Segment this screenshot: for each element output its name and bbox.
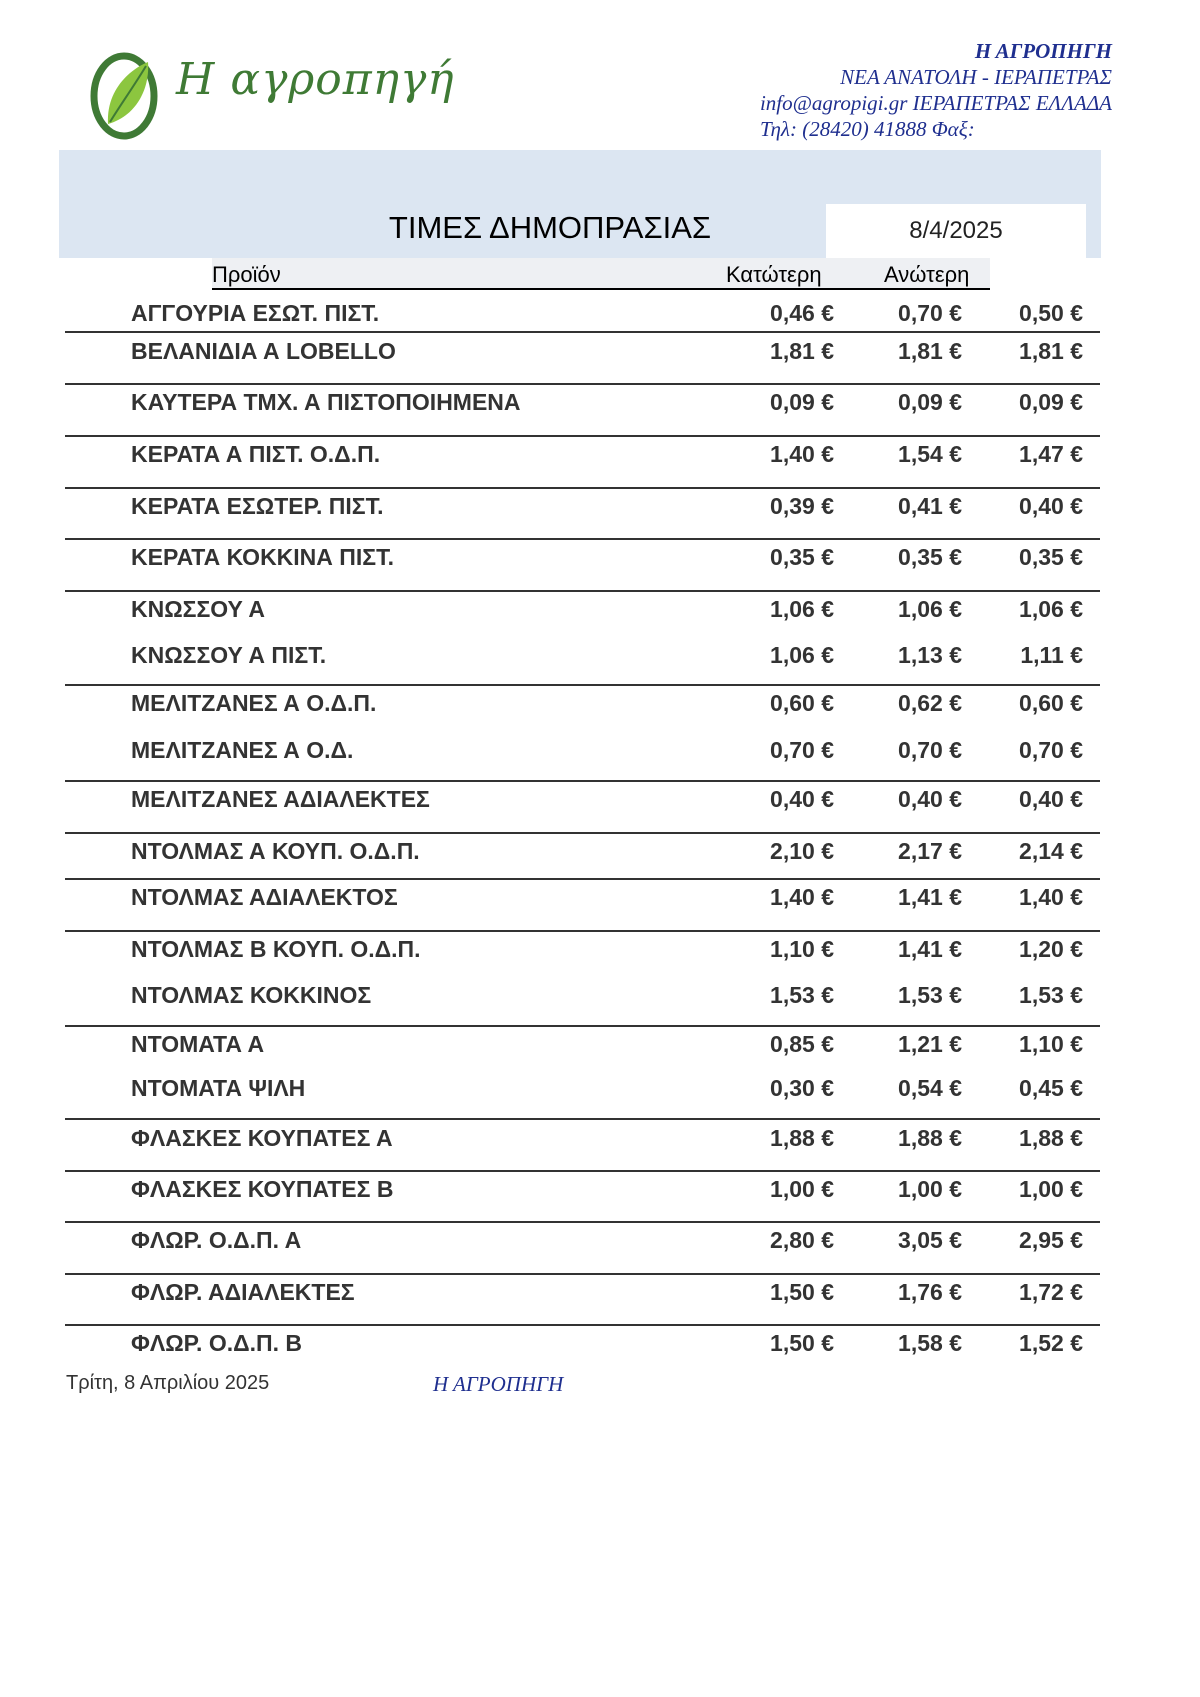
avg-price: 0,50 € xyxy=(1019,300,1083,326)
avg-price: 1,53 € xyxy=(1019,982,1083,1008)
logo-text: Η αγροπηγή xyxy=(176,54,455,105)
avg-price: 1,06 € xyxy=(1019,596,1083,622)
product-name: ΦΛΑΣΚΕΣ ΚΟΥΠΑΤΕΣ Α xyxy=(131,1125,393,1151)
high-price: 1,41 € xyxy=(898,936,962,962)
table-row xyxy=(0,978,1200,1014)
table-row xyxy=(0,1121,1200,1157)
product-name: ΑΓΓΟΥΡΙΑ ΕΣΩΤ. ΠΙΣΤ. xyxy=(131,300,380,326)
table-row xyxy=(0,437,1200,473)
page-title: ΤΙΜΕΣ ΔΗΜΟΠΡΑΣΙΑΣ xyxy=(388,210,712,245)
low-price: 0,46 € xyxy=(770,300,834,326)
high-price: 1,00 € xyxy=(898,1176,962,1202)
table-row xyxy=(0,932,1200,968)
company-email-line: info@agropigi.gr ΙΕΡΑΠΕΤΡΑΣ ΕΛΛΑΔΑ xyxy=(759,91,1112,115)
row-divider xyxy=(65,331,1100,333)
high-price: 1,06 € xyxy=(898,596,962,622)
high-price: 1,88 € xyxy=(898,1125,962,1151)
high-price: 0,35 € xyxy=(898,544,962,570)
avg-price: 1,40 € xyxy=(1019,884,1083,910)
header-high-price: Ανώτερη xyxy=(884,262,970,287)
avg-price: 1,10 € xyxy=(1019,1031,1083,1057)
product-name: ΝΤΟΛΜΑΣ ΚΟΚΚΙΝΟΣ xyxy=(131,982,372,1008)
avg-price: 1,47 € xyxy=(1019,441,1083,467)
low-price: 1,00 € xyxy=(770,1176,834,1202)
header-low-price: Κατώτερη xyxy=(726,262,822,287)
table-row xyxy=(0,1326,1200,1362)
table-row xyxy=(0,1223,1200,1259)
product-name: ΒΕΛΑΝΙΔΙΑ Α LOBELLO xyxy=(131,338,396,364)
product-name: ΜΕΛΙΤΖΑΝΕΣ Α Ο.Δ.Π. xyxy=(131,690,377,716)
low-price: 0,39 € xyxy=(770,493,834,519)
company-address: ΝΕΑ ΑΝΑΤΟΛΗ - ΙΕΡΑΠΕΤΡΑΣ xyxy=(840,65,1112,89)
table-row xyxy=(0,540,1200,576)
product-name: ΚΝΩΣΣΟΥ Α ΠΙΣΤ. xyxy=(131,642,327,668)
table-row xyxy=(0,782,1200,818)
high-price: 0,70 € xyxy=(898,737,962,763)
high-price: 1,21 € xyxy=(898,1031,962,1057)
high-price: 1,41 € xyxy=(898,884,962,910)
table-row xyxy=(0,296,1200,332)
avg-price: 0,60 € xyxy=(1019,690,1083,716)
high-price: 0,54 € xyxy=(898,1075,962,1101)
table-row xyxy=(0,834,1200,870)
low-price: 0,30 € xyxy=(770,1075,834,1101)
avg-price: 1,81 € xyxy=(1019,338,1083,364)
product-name: ΦΛΩΡ. Ο.Δ.Π. Α xyxy=(131,1227,302,1253)
high-price: 1,81 € xyxy=(898,338,962,364)
low-price: 1,50 € xyxy=(770,1330,834,1356)
high-price: 1,58 € xyxy=(898,1330,962,1356)
high-price: 0,41 € xyxy=(898,493,962,519)
avg-price: 0,45 € xyxy=(1019,1075,1083,1101)
low-price: 0,85 € xyxy=(770,1031,834,1057)
high-price: 1,76 € xyxy=(898,1279,962,1305)
product-name: ΝΤΟΜΑΤΑ ΨΙΛΗ xyxy=(131,1075,306,1101)
table-row xyxy=(0,592,1200,628)
low-price: 0,40 € xyxy=(770,786,834,812)
low-price: 1,06 € xyxy=(770,596,834,622)
avg-price: 0,40 € xyxy=(1019,786,1083,812)
product-name: ΝΤΟΛΜΑΣ ΑΔΙΑΛΕΚΤΟΣ xyxy=(131,884,398,910)
auction-date: 8/4/2025 xyxy=(826,204,1086,258)
product-name: ΦΛΑΣΚΕΣ ΚΟΥΠΑΤΕΣ Β xyxy=(131,1176,394,1202)
avg-price: 0,40 € xyxy=(1019,493,1083,519)
header-product: Προϊόν xyxy=(212,262,281,287)
footer-company: Η ΑΓΡΟΠΗΓΗ xyxy=(433,1372,564,1396)
low-price: 1,06 € xyxy=(770,642,834,668)
high-price: 1,54 € xyxy=(898,441,962,467)
avg-price: 1,00 € xyxy=(1019,1176,1083,1202)
table-row xyxy=(0,1027,1200,1063)
avg-price: 1,11 € xyxy=(1020,642,1083,668)
table-row xyxy=(0,334,1200,370)
high-price: 1,53 € xyxy=(898,982,962,1008)
avg-price: 1,20 € xyxy=(1019,936,1083,962)
low-price: 1,88 € xyxy=(770,1125,834,1151)
low-price: 0,60 € xyxy=(770,690,834,716)
avg-price: 2,14 € xyxy=(1019,838,1083,864)
product-name: ΚΑΥΤΕΡΑ ΤΜΧ. Α ΠΙΣΤΟΠΟΙΗΜΕΝΑ xyxy=(131,389,521,415)
high-price: 2,17 € xyxy=(898,838,962,864)
avg-price: 0,09 € xyxy=(1019,389,1083,415)
product-name: ΚΕΡΑΤΑ ΕΣΩΤΕΡ. ΠΙΣΤ. xyxy=(131,493,384,519)
low-price: 1,50 € xyxy=(770,1279,834,1305)
low-price: 2,80 € xyxy=(770,1227,834,1253)
product-name: ΝΤΟΜΑΤΑ Α xyxy=(131,1031,265,1057)
product-name: ΚΝΩΣΣΟΥ Α xyxy=(131,596,266,622)
table-row xyxy=(0,489,1200,525)
table-row xyxy=(0,686,1200,722)
table-row xyxy=(0,1275,1200,1311)
low-price: 2,10 € xyxy=(770,838,834,864)
low-price: 1,40 € xyxy=(770,441,834,467)
product-name: ΦΛΩΡ. Ο.Δ.Π. Β xyxy=(131,1330,303,1356)
high-price: 0,70 € xyxy=(898,300,962,326)
footer-date: Τρίτη, 8 Απριλίου 2025 xyxy=(66,1372,270,1394)
avg-price: 0,35 € xyxy=(1019,544,1083,570)
avg-price: 1,88 € xyxy=(1019,1125,1083,1151)
product-name: ΜΕΛΙΤΖΑΝΕΣ Α Ο.Δ. xyxy=(131,737,354,763)
low-price: 0,09 € xyxy=(770,389,834,415)
product-name: ΦΛΩΡ. ΑΔΙΑΛΕΚΤΕΣ xyxy=(131,1279,355,1305)
product-name: ΝΤΟΛΜΑΣ Α ΚΟΥΠ. Ο.Δ.Π. xyxy=(131,838,420,864)
high-price: 0,62 € xyxy=(898,690,962,716)
table-row xyxy=(0,638,1200,674)
low-price: 0,70 € xyxy=(770,737,834,763)
product-name: ΚΕΡΑΤΑ ΚΟΚΚΙΝΑ ΠΙΣΤ. xyxy=(131,544,395,570)
avg-price: 1,72 € xyxy=(1019,1279,1083,1305)
low-price: 0,35 € xyxy=(770,544,834,570)
table-row xyxy=(0,1172,1200,1208)
product-name: ΚΕΡΑΤΑ Α ΠΙΣΤ. Ο.Δ.Π. xyxy=(131,441,381,467)
table-row xyxy=(0,733,1200,769)
table-row xyxy=(0,880,1200,916)
low-price: 1,53 € xyxy=(770,982,834,1008)
high-price: 3,05 € xyxy=(898,1227,962,1253)
low-price: 1,40 € xyxy=(770,884,834,910)
product-name: ΝΤΟΛΜΑΣ Β ΚΟΥΠ. Ο.Δ.Π. xyxy=(131,936,421,962)
table-row xyxy=(0,385,1200,421)
table-row xyxy=(0,1071,1200,1107)
low-price: 1,10 € xyxy=(770,936,834,962)
avg-price: 2,95 € xyxy=(1019,1227,1083,1253)
avg-price: 0,70 € xyxy=(1019,737,1083,763)
company-name: Η ΑΓΡΟΠΗΓΗ xyxy=(974,39,1112,63)
high-price: 0,09 € xyxy=(898,389,962,415)
low-price: 1,81 € xyxy=(770,338,834,364)
company-tel-line: Τηλ: (28420) 41888 Φαξ: xyxy=(759,117,975,141)
high-price: 1,13 € xyxy=(898,642,962,668)
high-price: 0,40 € xyxy=(898,786,962,812)
product-name: ΜΕΛΙΤΖΑΝΕΣ ΑΔΙΑΛΕΚΤΕΣ xyxy=(131,786,430,812)
row-divider xyxy=(65,1118,1100,1120)
avg-price: 1,52 € xyxy=(1019,1330,1083,1356)
